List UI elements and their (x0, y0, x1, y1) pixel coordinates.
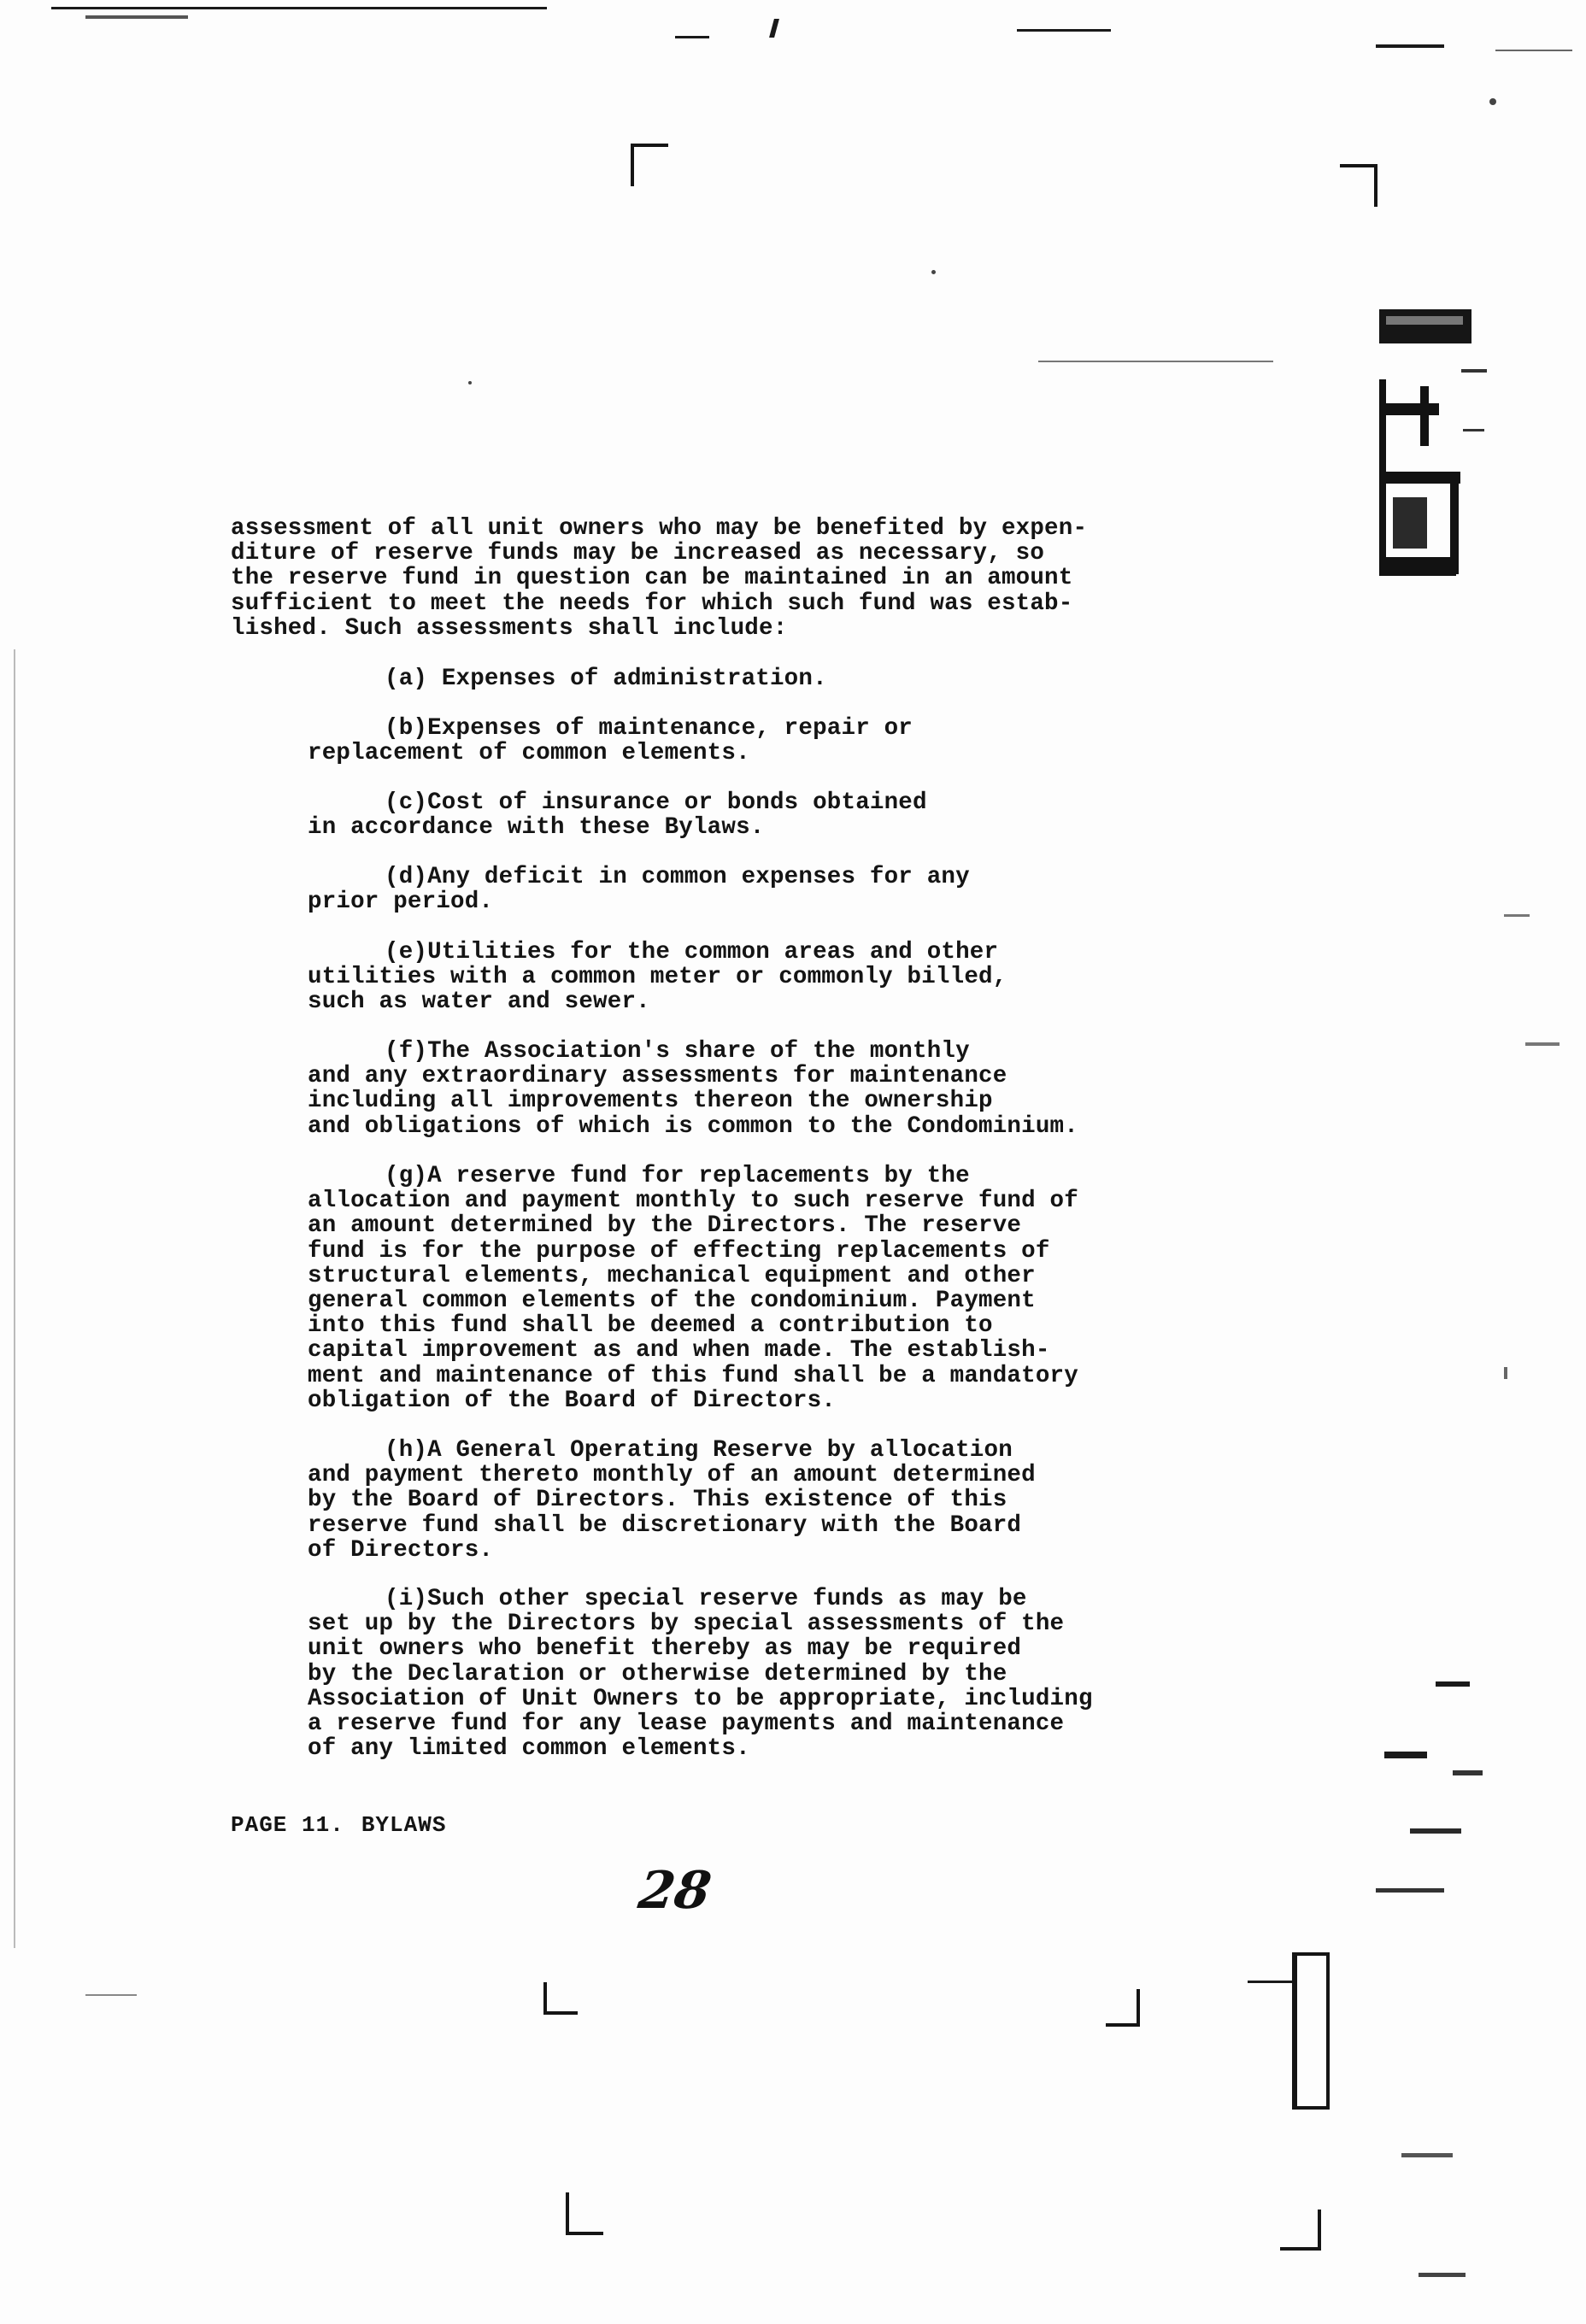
edge-dash (1419, 2273, 1466, 2277)
item-label: (h) (385, 1437, 428, 1464)
top-edge-mark (85, 15, 188, 19)
edge-bracket (1292, 1952, 1330, 2110)
item-label: (d) (385, 864, 428, 890)
item-label: (f) (385, 1038, 428, 1065)
item-label: (c) (385, 789, 428, 816)
list-item-c (308, 790, 1162, 840)
edge-dash (1401, 2153, 1453, 2157)
corner-mark-top-right (1340, 164, 1377, 207)
item-text: Such other special reserve funds as may be set up by the Directors by special assessments of the unit owners who benefit thereby as may be required by the Declaration or otherwise determined by the Association of Unit Owners to be appropriate, including a reserve fund for any lease payments and maintenance of any limited common elements. (308, 1586, 1093, 1763)
dash-line (1038, 361, 1273, 362)
left-edge-dash (85, 1994, 137, 1996)
item-label: (e) (385, 939, 428, 965)
corner-mark-bottom-right (1106, 1989, 1140, 2027)
edge-stamp-graphic (1377, 301, 1493, 583)
edge-dash (1453, 1770, 1483, 1775)
page-number: PAGE 11. (231, 1812, 344, 1838)
list-item-e (308, 940, 1162, 1015)
edge-dash (1376, 1888, 1444, 1893)
top-edge-mark (1495, 50, 1572, 51)
corner-mark-bottom-left-2 (566, 2192, 603, 2235)
intro-paragraph: assessment of all unit owners who may be benefited by expen- diture of reserve funds may be increased as necessary, so the reserve fund in question can be maintained in an amount sufficient to meet the needs for which such fund was estab- lished. Such assessments shall include: (231, 515, 1088, 642)
item-label: (i) (385, 1586, 428, 1612)
item-text: The Association's share of the monthly and any extraordinary assessments for maintenance including all improvements thereon the ownership and obligations of which is common to the Condominium. (308, 1038, 1078, 1140)
item-label: (g) (385, 1163, 428, 1189)
edge-dash (1248, 1981, 1292, 1983)
edge-dash (1504, 914, 1530, 917)
top-edge-mark (769, 19, 779, 38)
list-item-f (308, 1039, 1162, 1139)
item-text: Any deficit in common expenses for any prior period. (308, 864, 970, 916)
page-footer (231, 1812, 446, 1838)
list-item-i (308, 1587, 1162, 1761)
edge-dash (1436, 1681, 1470, 1687)
top-edge-mark (51, 7, 547, 9)
top-edge-mark (1376, 44, 1444, 48)
top-edge-mark (675, 36, 709, 38)
handwritten-page-number: 28 (635, 1861, 715, 1921)
footer-section: BYLAWS (361, 1812, 447, 1838)
corner-mark-bottom-left (543, 1982, 578, 2015)
speck (1489, 98, 1496, 105)
item-text: Cost of insurance or bonds obtained in accordance with these Bylaws. (308, 789, 927, 842)
list-item-h (308, 1438, 1162, 1563)
item-text: Expenses of maintenance, repair or replacement of common elements. (308, 715, 913, 767)
left-edge-line (14, 649, 15, 1948)
item-text: Expenses of administration. (441, 666, 827, 692)
edge-dash (1384, 1752, 1427, 1758)
item-label: (a) (385, 666, 428, 692)
corner-mark-bottom-right-2 (1280, 2210, 1321, 2251)
top-edge-mark (1017, 29, 1111, 32)
list-item-g (308, 1164, 1162, 1413)
edge-dash (1410, 1828, 1461, 1834)
edge-dash (1525, 1042, 1560, 1046)
list-item-b (308, 716, 1162, 766)
speck (931, 270, 936, 274)
item-text: A reserve fund for replacements by the allocation and payment monthly to such reserve fund of an amount determined by the Directors. The reserve fund is for the purpose of effecting replacements of structural elements, mechanical equipment and other general common elements of the condominium. Payment into this fund shall be deemed a contribution to capital improvement as and when made. The establish- ment and maintenance of this fund shall be a mandatory obligation of the Board of Directors. (308, 1163, 1078, 1414)
item-text: Utilities for the common areas and other utilities with a common meter or commonly billed, such as water and sewer. (308, 939, 1007, 1016)
item-label: (b) (385, 715, 428, 742)
list-item-a (308, 666, 1162, 691)
list-item-d (308, 865, 1162, 914)
speck (468, 381, 472, 384)
corner-mark-top-left (631, 144, 668, 186)
edge-dash (1504, 1367, 1507, 1379)
item-text: A General Operating Reserve by allocation and payment thereto monthly of an amount determined by the Board of Directors. This existence of this reserve fund shall be discretionary with the Board of Directors. (308, 1437, 1036, 1564)
